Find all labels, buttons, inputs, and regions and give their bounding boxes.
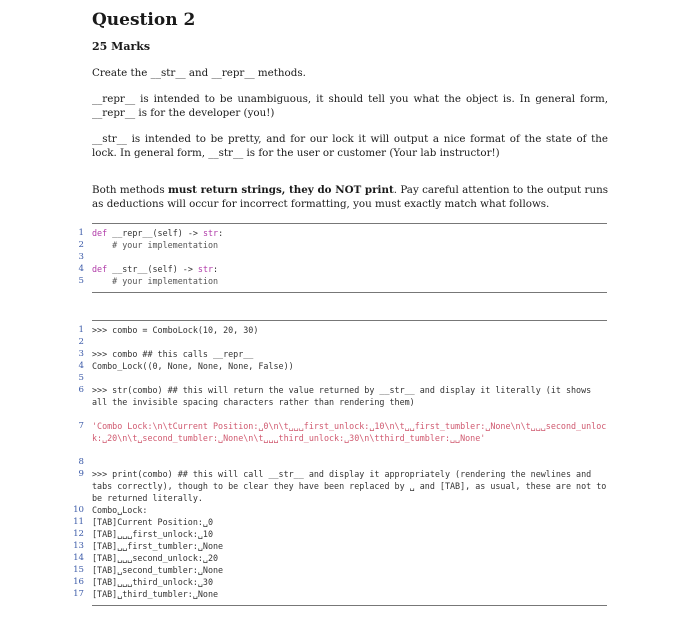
line-number: 13 bbox=[73, 541, 84, 551]
code-line: >>> combo = ComboLock(10, 20, 30) bbox=[92, 325, 259, 335]
line-number: 3 bbox=[78, 252, 84, 262]
output-line: [TAB]␣␣␣second_unlock:␣20 bbox=[92, 553, 219, 563]
line-number: 1 bbox=[78, 228, 84, 238]
output-line: [TAB]␣third_tumbler:␣None bbox=[92, 589, 219, 599]
output-line: [TAB]␣␣first_tumbler:␣None bbox=[92, 541, 224, 551]
code-line: >>> print(combo) ## this will call __str__ and display it appropriately (rendering the newlines and tabs correctly), though to be clear they have been replaced by ␣ and [TAB], as usual, these are not to be returned literally. bbox=[92, 469, 607, 503]
line-number: 4 bbox=[78, 361, 84, 371]
line-number: 5 bbox=[78, 276, 84, 286]
code-block-example-session bbox=[70, 325, 610, 605]
line-number: 15 bbox=[73, 565, 84, 575]
line-number: 10 bbox=[73, 505, 84, 515]
code-line bbox=[92, 264, 607, 274]
line-number: 5 bbox=[78, 373, 84, 383]
example-block-bottom-rule bbox=[92, 605, 607, 606]
code-block-top-rule bbox=[92, 223, 607, 224]
line-number: 16 bbox=[73, 577, 84, 587]
line-number: 14 bbox=[73, 553, 84, 563]
type-hint: str bbox=[197, 264, 214, 274]
code-block-bottom-rule bbox=[92, 292, 607, 293]
line-number: 1 bbox=[78, 325, 84, 335]
code-text: __str__(self) -> bbox=[107, 264, 198, 274]
line-number: 3 bbox=[78, 349, 84, 359]
keyword: def bbox=[92, 264, 108, 274]
str-description: __str__ is intended to be pretty, and for our lock it will output a nice format of the state of the lock. In general form, __str__ is for the user or customer (Your lab instructor!) bbox=[92, 133, 608, 159]
instruction-paragraph: Create the __str__ and __repr__ methods. bbox=[92, 67, 306, 79]
requirements-text-b: . Pay careful attention to the output runs as deductions will occur for incorrect formatting, you must exactly match what follows. bbox=[92, 184, 608, 210]
code-text: __repr__(self) -> bbox=[107, 228, 203, 238]
keyword: def bbox=[92, 228, 108, 238]
code-line: >>> str(combo) ## this will return the value returned by __str__ and display it literally (it shows all the invisible spacing characters rather than rendering them) bbox=[92, 385, 592, 407]
requirements-emphasis: must return strings, they do NOT print bbox=[167, 184, 394, 196]
code-line bbox=[92, 228, 607, 238]
output-line: [TAB]␣␣␣first_unlock:␣10 bbox=[92, 529, 214, 539]
output-line: [TAB]␣␣␣third_unlock:␣30 bbox=[92, 577, 214, 587]
line-number: 12 bbox=[73, 529, 84, 539]
code-line: Combo_Lock((0, None, None, None, False)) bbox=[92, 361, 294, 371]
line-number: 8 bbox=[78, 457, 84, 467]
output-line: [TAB]Current Position:␣0 bbox=[92, 517, 214, 527]
code-block-signatures bbox=[70, 228, 610, 290]
code-comment: # your implementation bbox=[92, 240, 219, 250]
code-text: : bbox=[213, 264, 219, 274]
line-number: 2 bbox=[78, 337, 84, 347]
code-text: : bbox=[218, 228, 224, 238]
line-number: 6 bbox=[78, 385, 84, 395]
line-number: 4 bbox=[78, 264, 84, 274]
code-comment: # your implementation bbox=[92, 276, 219, 286]
line-number: 2 bbox=[78, 240, 84, 250]
line-number: 17 bbox=[73, 589, 84, 599]
requirements-text-a: Both methods bbox=[92, 184, 168, 196]
marks-label: 25 Marks bbox=[92, 40, 151, 53]
output-line: Combo␣Lock: bbox=[92, 505, 148, 515]
output-line: [TAB]␣second_tumbler:␣None bbox=[92, 565, 224, 575]
requirements-paragraph bbox=[92, 183, 608, 211]
line-number: 9 bbox=[78, 469, 84, 479]
question-title: Question 2 bbox=[92, 10, 196, 30]
repr-description: __repr__ is intended to be unambiguous, it should tell you what the object is. In general form, __repr__ is for the developer (you!) bbox=[92, 93, 608, 119]
string-output: 'Combo Lock:\n\tCurrent Position:␣0\n\t␣␣␣first_unlock:␣10\n\t␣␣first_tumbler:␣None\n\t␣␣␣second_unlock:␣20\n\t␣second_tumbler:␣None\n\t␣␣␣third_unlock:␣30\n\tthird_tumbler:␣␣None' bbox=[92, 421, 607, 443]
line-number: 11 bbox=[73, 517, 84, 527]
code-line: >>> combo ## this calls __repr__ bbox=[92, 349, 254, 359]
type-hint: str bbox=[202, 228, 219, 238]
example-block-top-rule bbox=[92, 320, 607, 321]
line-number: 7 bbox=[78, 421, 84, 431]
